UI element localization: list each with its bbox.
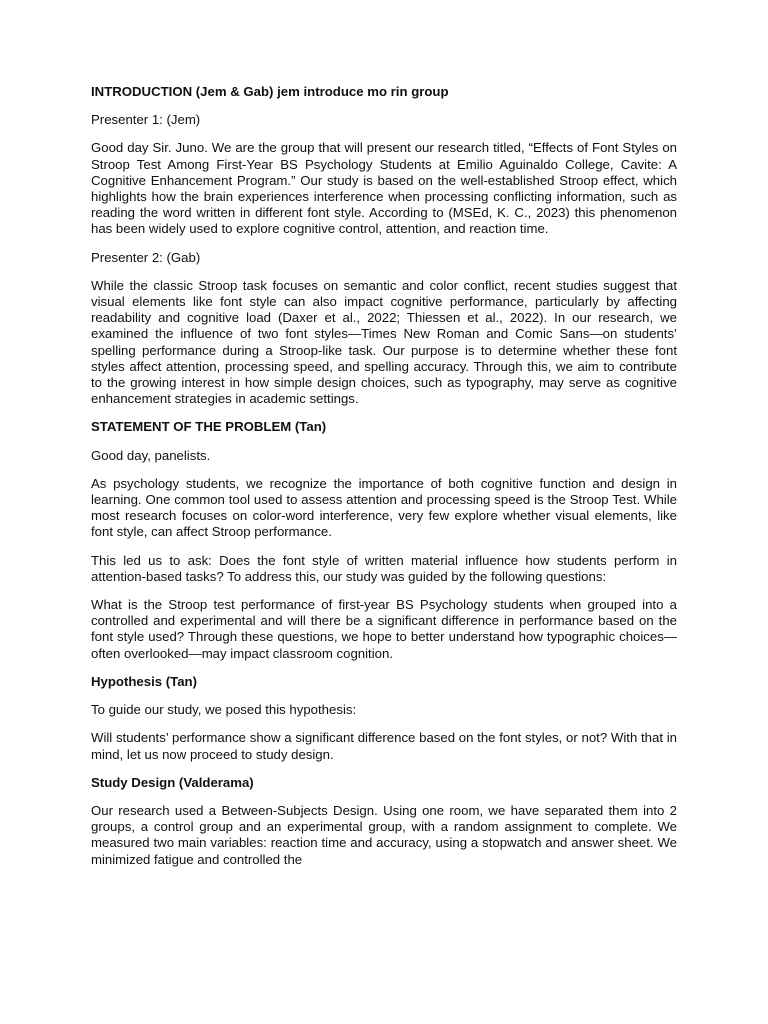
hypothesis-heading: Hypothesis (Tan): [91, 673, 197, 689]
hypothesis-paragraph-1: To guide our study, we posed this hypothesis:: [91, 702, 357, 718]
problem-paragraph-2: This led us to ask: Does the font style of written material influence how students perform in attention-based tasks? To address this, our study was guided by the following questions:: [91, 552, 677, 584]
presenter1-paragraph: Good day Sir. Juno. We are the group that will present our research titled, “Effects of Font Styles on Stroop Test Among First-Year BS Psychology Students at Emilio Aguinaldo College, Cavite: A Cognitive Enhancement Program.” Our study is based on the well-established Stroop effect, which highlights how the brain experiences interference when processing conflicting information, such as reading the word written in different font style. According to (MSEd, K. C., 2023) this phenomenon has been widely used to explore cognitive control, attention, and reaction time.: [91, 140, 677, 237]
design-paragraph-1: Our research used a Between-Subjects Design. Using one room, we have separated them into 2 groups, a control group and an experimental group, with a random assignment to complete. We measured two main variables: reaction time and accuracy, using a stopwatch and answer sheet. We minimized fatigue and controlled the: [91, 802, 677, 867]
document-page: [91, 84, 677, 880]
problem-paragraph-1: As psychology students, we recognize the importance of both cognitive function and design in learning. One common tool used to assess attention and processing speed is the Stroop Test. While most research focuses on color-word interference, very few explore whether visual elements, like font style, can affect Stroop performance.: [91, 475, 677, 540]
problem-greeting: Good day, panelists.: [91, 447, 211, 463]
design-heading: Study Design (Valderama): [91, 774, 254, 790]
hypothesis-paragraph-2: Will students’ performance show a significant difference based on the font styles, or not? With that in mind, let us now proceed to study design.: [91, 730, 677, 762]
intro-heading: INTRODUCTION (Jem & Gab) jem introduce mo rin group: [91, 84, 449, 99]
presenter2-paragraph: While the classic Stroop task focuses on semantic and color conflict, recent studies suggest that visual elements like font style can also impact cognitive performance, particularly by affecting readability and cognitive load (Daxer et al., 2022; Thiessen et al., 2022). In our research, we examined the influence of two font styles—Times New Roman and Comic Sans—on students’ spelling performance during a Stroop-like task. Our purpose is to determine whether these font styles affect attention, processing speed, and spelling accuracy. Through this, we aim to contribute to the growing interest in how simple design choices, such as typography, may serve as cognitive enhancement strategies in academic settings.: [91, 277, 677, 407]
problem-paragraph-3: What is the Stroop test performance of first-year BS Psychology students when grouped into a controlled and experimental and will there be a significant difference in performance based on the font style used? Through these questions, we hope to better understand how typographic choices—often overlooked—may impact classroom cognition.: [91, 597, 677, 661]
presenter2-label: Presenter 2: (Gab): [91, 249, 201, 265]
problem-heading: STATEMENT OF THE PROBLEM (Tan): [91, 419, 327, 435]
presenter1-label: Presenter 1: (Jem): [91, 112, 201, 128]
